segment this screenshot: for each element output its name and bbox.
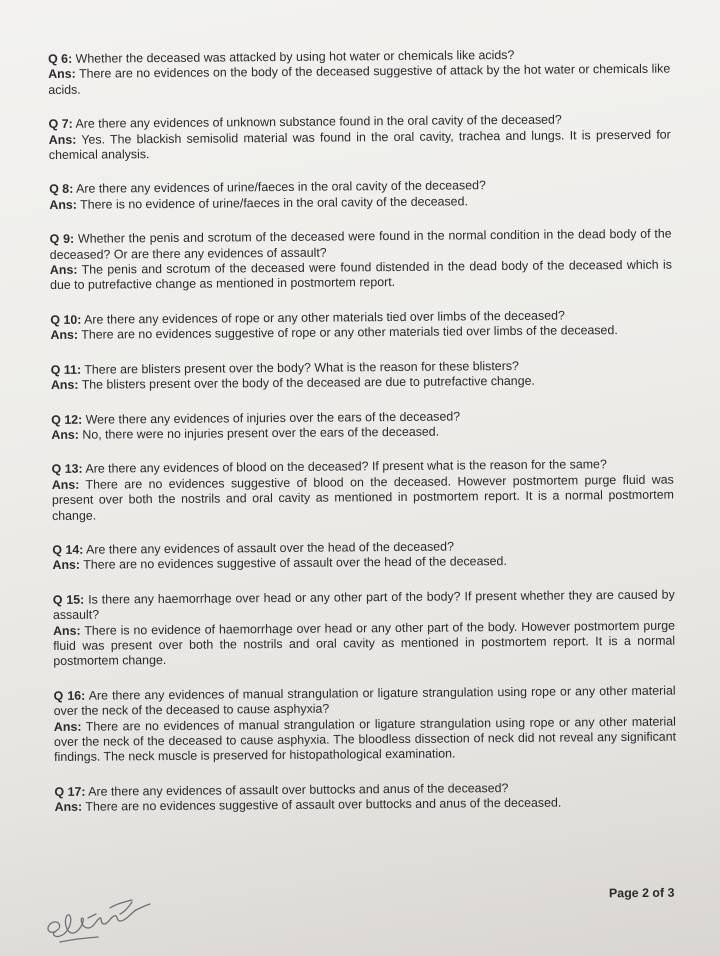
answer-text: There is no evidence of urine/faeces in the oral cavity of the deceased. [80, 194, 468, 212]
answer-text: The blisters present over the body of the deceased are due to putrefactive change. [81, 373, 535, 392]
qa-item-16 [54, 683, 677, 765]
answer-text: The penis and scrotum of the deceased were found distended in the dead body of the deceased which is due to putrefactive change as mentioned in postmortem report. [49, 257, 672, 293]
answer-text: There are no evidences suggestive of assault over the head of the deceased. [83, 554, 507, 573]
question-label: Q 13: [51, 462, 83, 477]
qa-item-9 [50, 227, 673, 294]
question-text: Are there any evidences of assault over buttocks and anus of the deceased? [88, 780, 509, 799]
question-label: Q 17: [54, 784, 86, 799]
answer-label: Ans: [54, 799, 83, 815]
question-text: Is there any haemorrhage over head or any other part of the body? If present whether they are caused by assault? [52, 587, 675, 623]
question-label: Q 12: [51, 412, 83, 427]
handwritten-signature-icon [40, 888, 170, 950]
answer-label: Ans: [49, 262, 78, 278]
answer [53, 618, 675, 670]
qa-item-6 [48, 47, 670, 99]
answer-text: There are no evidences on the body of the deceased suggestive of attack by the hot water or chemicals like acids. [48, 61, 671, 97]
question-text: Are there any evidences of assault over the head of the deceased? [86, 539, 455, 557]
qa-item-7 [49, 112, 671, 164]
question-label: Q 11: [50, 362, 82, 377]
answer-label: Ans: [51, 477, 80, 492]
answer [48, 62, 670, 98]
question-text: Are there any evidences of rope or any other materials tied over limbs of the deceased? [84, 308, 565, 327]
answer-text: There are no evidences suggestive of rope or any other materials tied over limbs of the deceased. [81, 323, 618, 343]
qa-item-10 [50, 307, 672, 343]
answer [54, 714, 676, 766]
page-number: Page 2 of 3 [608, 885, 675, 901]
question-text: Are there any evidences of urine/faeces in the oral cavity of the deceased? [76, 178, 486, 197]
question-text: Are there any evidences of unknown substance found in the oral cavity of the deceased? [75, 112, 562, 131]
answer-label: Ans: [50, 377, 79, 393]
question-text: Were there any evidences of injuries over the ears of the deceased? [85, 408, 461, 427]
qa-item-11 [51, 357, 673, 393]
answer-text: There are no evidences suggestive of blood on the deceased. However postmortem purge fluid was present over both the nostrils and oral cavity as mentioned in postmortem report. It is a normal postmortem change. [51, 472, 674, 523]
qa-item-8 [49, 177, 671, 213]
answer-label: Ans: [52, 623, 81, 638]
question-label: Q 15: [52, 592, 85, 607]
answer-text: No, there were no injuries present over the ears of the deceased. [82, 424, 440, 442]
question-label: Q 16: [53, 688, 86, 703]
question-label: Q 14: [52, 542, 84, 557]
answer-label: Ans: [48, 67, 76, 82]
question-text: There are blisters present over the body? What is the reason for these blisters? [84, 358, 519, 377]
qa-item-14 [52, 537, 674, 573]
question-text: Are there any evidences of blood on the deceased? If present what is the reason for the same? [85, 457, 607, 477]
answer-label: Ans: [53, 719, 82, 734]
qa-list [48, 47, 677, 835]
answer-text: There are no evidences suggestive of assault over buttocks and anus of the deceased. [85, 795, 562, 814]
qa-item-13 [52, 457, 675, 524]
answer [50, 258, 672, 294]
answer-label: Ans: [51, 427, 79, 442]
answer-label: Ans: [50, 328, 79, 343]
question-label: Q 8: [49, 182, 74, 197]
answer-text: Yes. The blackish semisolid material was found in the oral cavity, trachea and lungs. It is preserved for chemical analysis. [48, 127, 671, 163]
question-label: Q 7: [48, 117, 73, 132]
question-label: Q 10: [50, 312, 82, 327]
answer-label: Ans: [48, 132, 77, 147]
question-label: Q 6: [48, 51, 73, 66]
answer [52, 472, 674, 524]
qa-item-17 [54, 779, 676, 815]
qa-item-15 [53, 587, 676, 669]
question-label: Q 9: [49, 232, 75, 247]
qa-item-12 [51, 407, 673, 443]
answer-text: There is no evidence of haemorrhage over head or any other part of the body. However postmortem purge fluid was present over both the nostrils and oral cavity as mentioned in postmortem report. It is a normal postmortem change. [53, 618, 676, 669]
question-text: Whether the deceased was attacked by using hot water or chemicals like acids? [75, 47, 515, 66]
question-text: Whether the penis and scrotum of the deceased were found in the normal condition in the dead body of the deceased? Or are there any evidences of assault? [49, 226, 672, 262]
answer-text: There are no evidences of manual strangulation or ligature strangulation using rope or any other material over the neck of the deceased to cause asphyxia. The bloodless dissection of neck did not reveal any significant findings. The neck muscle is preserved for histopathological examination. [53, 714, 677, 765]
answer-label: Ans: [52, 558, 81, 573]
answer [49, 127, 671, 163]
question-text: Are there any evidences of manual strangulation or ligature strangulation using rope or any other material over the neck of the deceased to cause asphyxia? [53, 683, 676, 719]
answer-label: Ans: [49, 197, 77, 212]
